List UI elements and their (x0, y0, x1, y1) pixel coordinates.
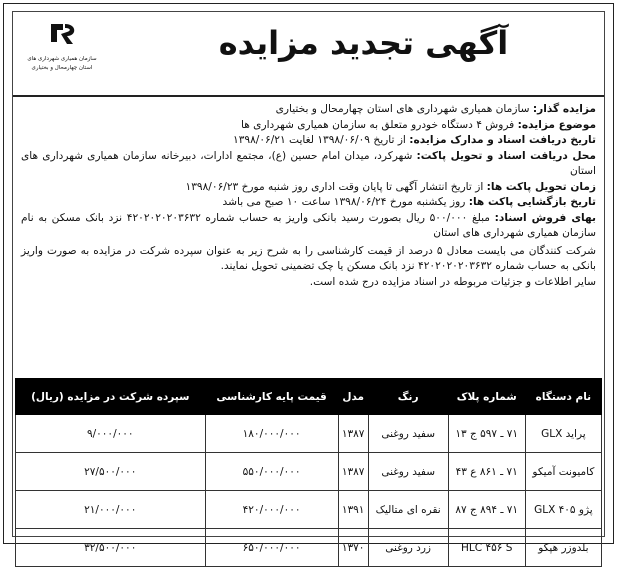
table-header-row (16, 379, 602, 415)
table-row (16, 453, 602, 491)
subject-label: موضوع مزایده: (517, 118, 596, 131)
notice-title: آگهی تجدید مزایده (218, 24, 509, 62)
auctioneer-label: مزایده گذار: (532, 103, 596, 115)
header-device-name: نام دستگاه (525, 379, 601, 415)
header-base-price: قیمت پایه کارشناسی (205, 379, 338, 415)
cell-model: ۱۳۸۷ (338, 453, 368, 491)
notice-header (13, 12, 604, 95)
cell-model: ۱۳۹۱ (338, 491, 368, 529)
notice-frame (3, 3, 614, 554)
cell-deposit: ۳۲/۵۰۰/۰۰۰ (16, 529, 206, 567)
documents-date-label: تاریخ دریافت اسناد و مدارک مزایده: (409, 134, 596, 146)
table-row (16, 491, 602, 529)
cell-color: سفید روغنی (368, 415, 448, 453)
cell-device-name: کامیونت آمیکو (525, 453, 601, 491)
cell-color: نقره ای متالیک (368, 491, 448, 529)
location-line (21, 149, 596, 180)
delivery-time-text: از تاریخ انتشار آگهی تا پایان وقت اداری روز شنبه مورخ ۱۳۹۸/۰۶/۲۳ (185, 180, 484, 193)
auctioneer-text: سازمان همیاری شهرداری های استان چهارمحال و بختیاری (275, 103, 530, 115)
cell-deposit: ۹/۰۰۰/۰۰۰ (16, 415, 206, 453)
subject-line (21, 118, 596, 134)
documents-price-line (21, 211, 596, 242)
organization-logo (19, 18, 105, 88)
logo-mark-icon (43, 20, 83, 48)
table-row (16, 529, 602, 567)
cell-device-name: بلدوزر هپکو (525, 529, 601, 567)
notice-inner (12, 11, 605, 554)
opening-date-text: روز یکشنبه مورخ ۱۳۹۸/۰۶/۲۴ ساعت ۱۰ صبح می باشد (222, 196, 466, 208)
documents-price-label: بهای فروش اسناد: (494, 211, 596, 224)
logo-line2: استان چهارمحال و بختیاری (31, 65, 93, 71)
delivery-time-label: زمان تحویل پاکت ها: (486, 180, 596, 193)
header-divider (13, 95, 604, 97)
opening-date-label: تاریخ بازگشایی پاکت ها: (468, 196, 596, 208)
cell-color: سفید روغنی (368, 453, 448, 491)
subject-text: فروش ۴ دستگاه خودرو متعلق به سازمان همیاری شهرداری ها (241, 118, 515, 131)
cell-plate-number: ۷۱ ـ ۸۹۴ ج ۸۷ (448, 491, 525, 529)
location-text: شهرکرد، میدان امام حسین (ع)، مجتمع ادارات، دبیرخانه سازمان همیاری شهرداری های استان (21, 149, 596, 177)
cell-color: زرد روغنی (368, 529, 448, 567)
delivery-time-line (21, 180, 596, 196)
header-plate-number: شماره پلاک (448, 379, 525, 415)
cell-deposit: ۲۷/۵۰۰/۰۰۰ (16, 453, 206, 491)
vehicles-table (15, 378, 602, 567)
cell-device-name: پژو GLX ۴۰۵ (525, 491, 601, 529)
cell-base-price: ۴۲۰/۰۰۰/۰۰۰ (205, 491, 338, 529)
documents-date-text: از تاریخ ۱۳۹۸/۰۶/۰۹ لغایت ۱۳۹۸/۰۶/۲۱ (233, 134, 406, 146)
header-deposit: سپرده شرکت در مزایده (ریال) (16, 379, 206, 415)
other-info-line: سایر اطلاعات و جزئیات مربوطه در اسناد مزایده درج شده است. (309, 275, 596, 288)
cell-base-price: ۱۸۰/۰۰۰/۰۰۰ (205, 415, 338, 453)
cell-device-name: پراید GLX (525, 415, 601, 453)
logo-line1: سازمان همیاری شهرداری های (27, 56, 97, 62)
cell-model: ۱۳۸۷ (338, 415, 368, 453)
table-row (16, 415, 602, 453)
notice-body (21, 102, 596, 290)
cell-plate-number: ۷۱ ـ ۵۹۷ ج ۱۳ (448, 415, 525, 453)
documents-date-line (21, 133, 596, 149)
cell-plate-number: HLC ۴۵۶ S (448, 529, 525, 567)
cell-plate-number: ۷۱ ـ ۸۶۱ ع ۴۳ (448, 453, 525, 491)
cell-base-price: ۶۵۰/۰۰۰/۰۰۰ (205, 529, 338, 567)
deposit-paragraph: شرکت کنندگان می بایست معادل ۵ درصد از قیمت کارشناسی را به شرح زیر به عنوان سپرده شرکت در مزایده به صورت واریز بانکی به حساب شماره ۴۲۰۲۰۲۰۲۰۳۶۳۲ نزد بانک مسکن یا چک تضمینی تحویل نمایند. (21, 244, 596, 272)
cell-deposit: ۲۱/۰۰۰/۰۰۰ (16, 491, 206, 529)
cell-model: ۱۳۷۰ (338, 529, 368, 567)
location-label: محل دریافت اسناد و تحویل پاکت: (416, 149, 596, 162)
header-color: رنگ (368, 379, 448, 415)
header-model: مدل (338, 379, 368, 415)
opening-date-line (21, 195, 596, 211)
auctioneer-line (21, 102, 596, 118)
cell-base-price: ۵۵۰/۰۰۰/۰۰۰ (205, 453, 338, 491)
documents-price-text: مبلغ ۵۰۰/۰۰۰ ریال بصورت رسید بانکی واریز به حساب شماره ۴۲۰۲۰۲۰۲۰۳۶۳۲ نزد بانک مسکن به نام سازمان همیاری شهرداری های استان (21, 211, 596, 239)
